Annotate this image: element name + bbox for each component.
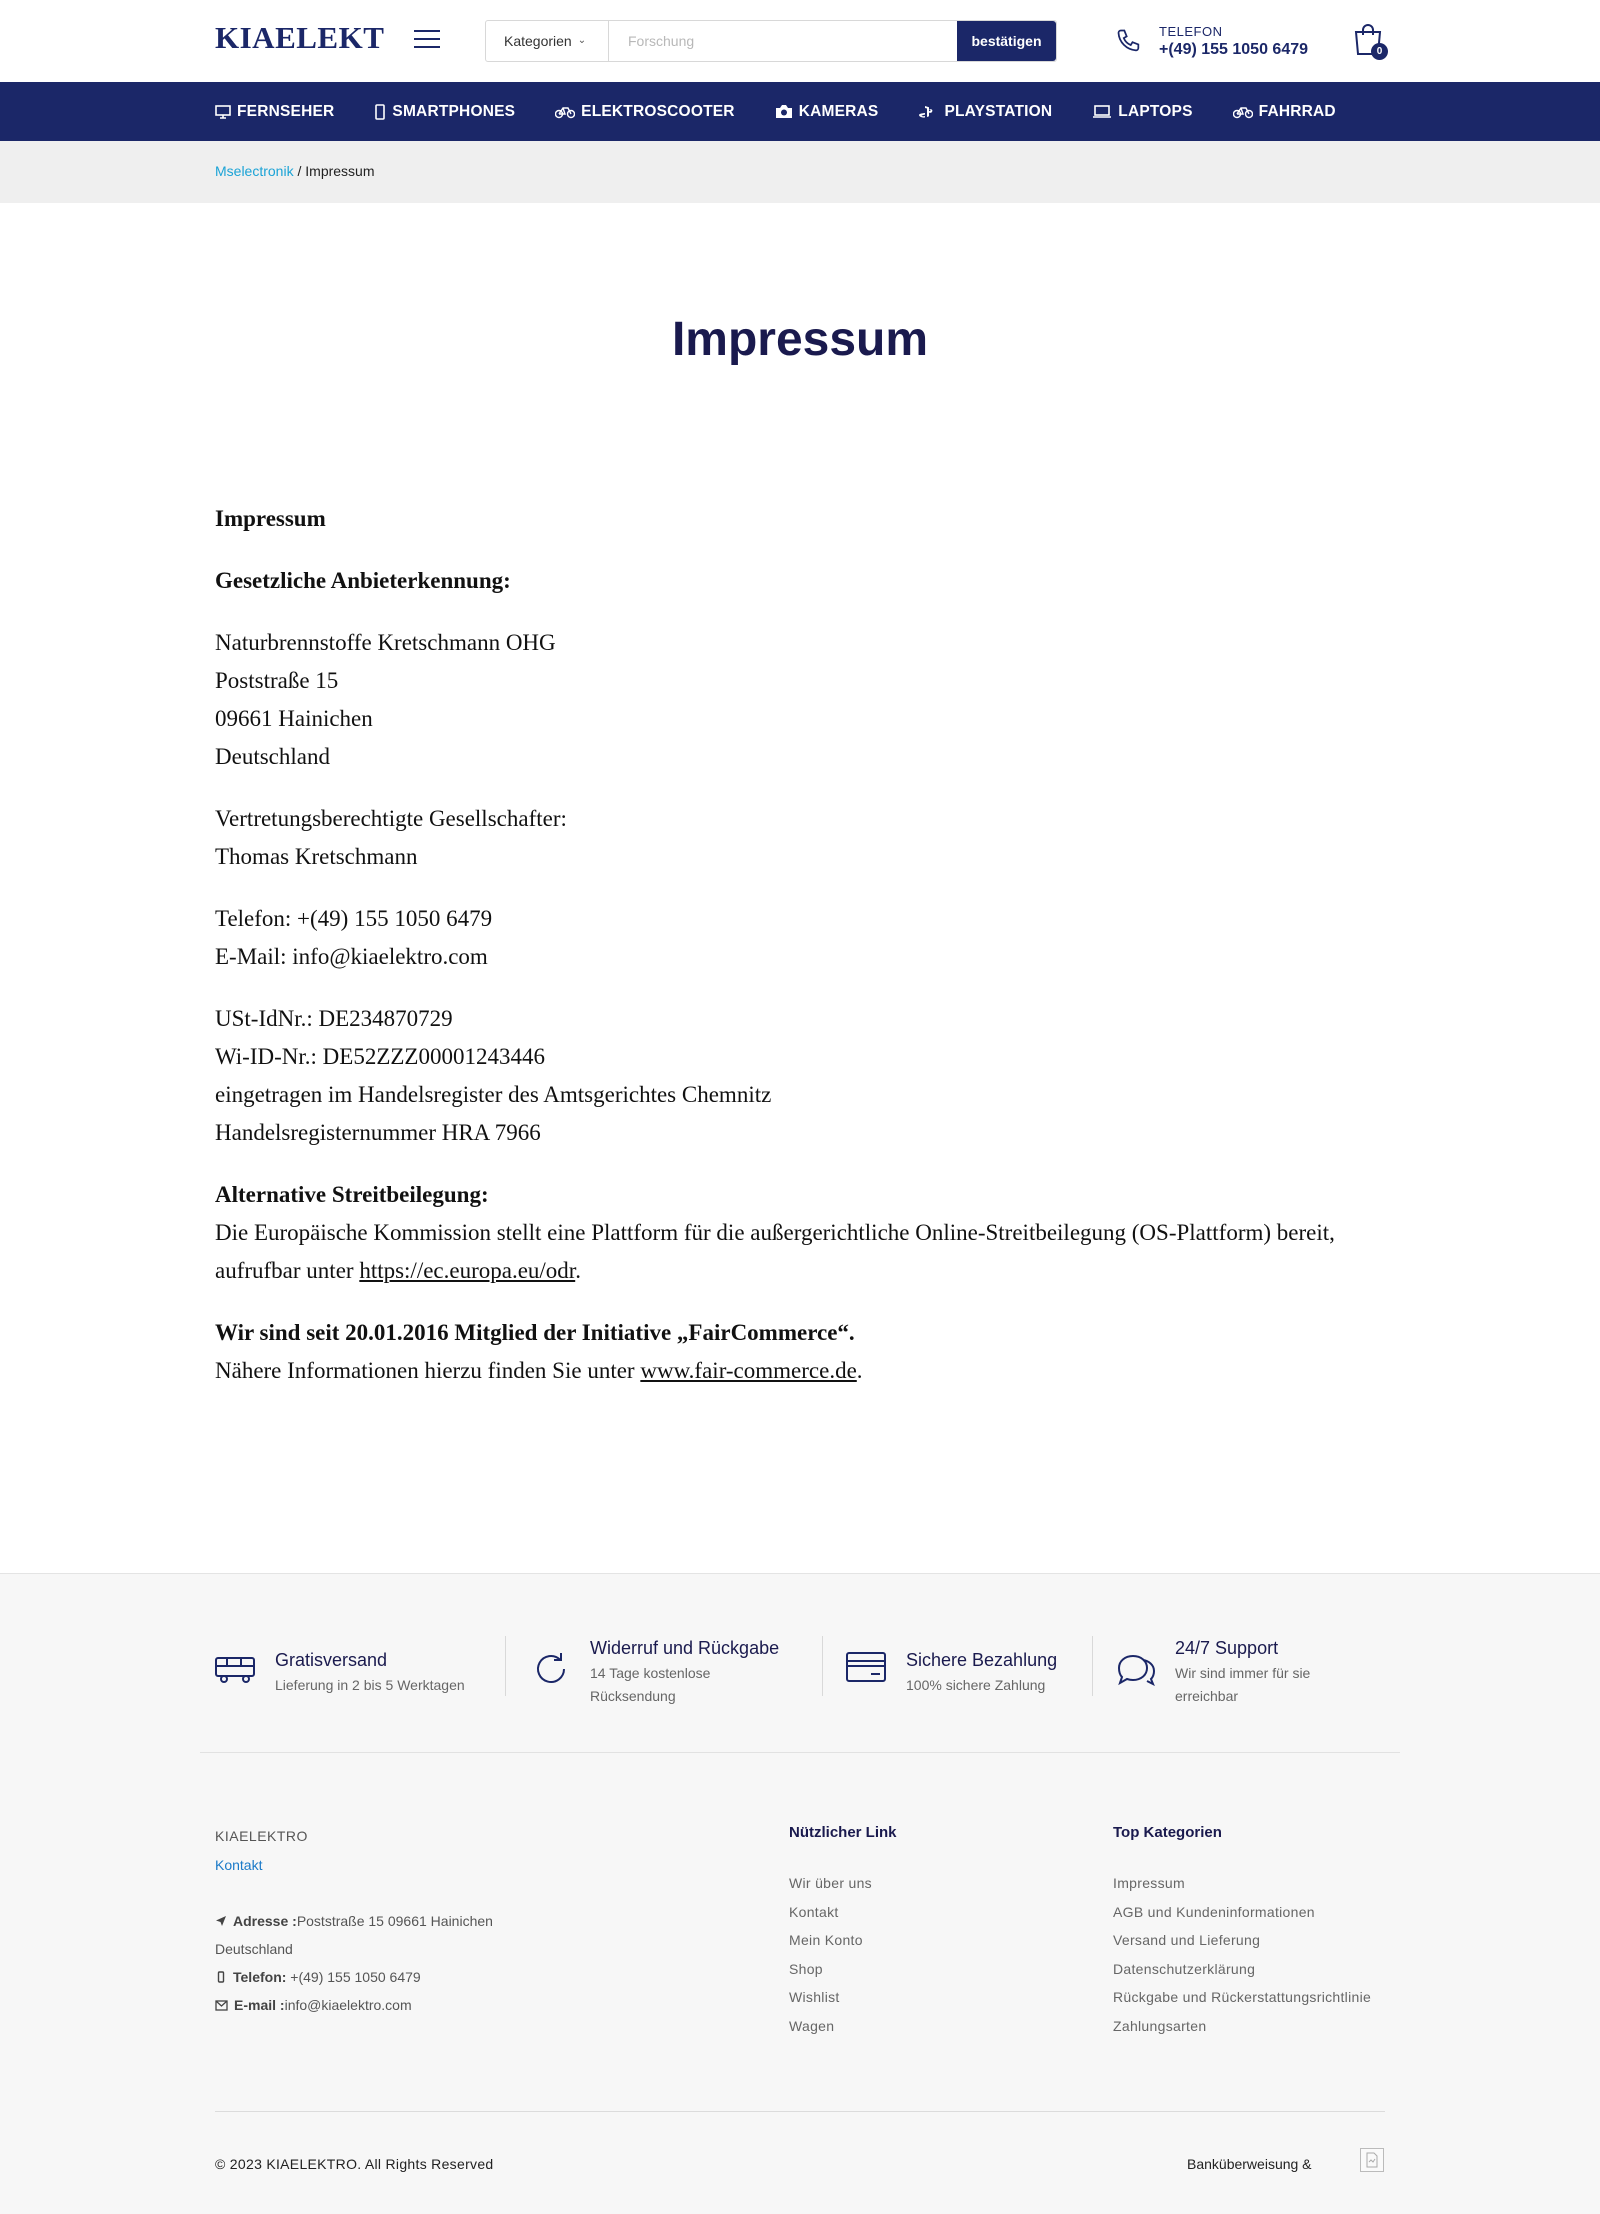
phone-label: TELEFON — [1159, 24, 1223, 39]
footer-link[interactable]: Kontakt — [789, 1903, 839, 1920]
footer-email-value[interactable]: info@kiaelektro.com — [284, 1997, 412, 2013]
representative — [215, 800, 1395, 876]
feature-title: 24/7 Support — [1175, 1638, 1279, 1658]
dispute-section — [215, 1176, 1395, 1290]
search-bar — [485, 20, 1057, 62]
footer-link[interactable]: Shop — [789, 1960, 823, 1977]
top-categories-title: Top Kategorien — [1113, 1824, 1222, 1841]
footer-link[interactable]: AGB und Kundeninformationen — [1113, 1903, 1315, 1920]
footer-link[interactable]: Wir über uns — [789, 1875, 872, 1891]
feature-subtitle: 100% sichere Zahlung — [906, 1677, 1046, 1693]
cart-count-badge: 0 — [1371, 43, 1388, 60]
faircommerce-link[interactable]: www.fair-commerce.de — [640, 1358, 857, 1383]
footer-useful-links — [789, 1824, 897, 2046]
payment-image-icon — [1360, 2148, 1384, 2172]
footer-link[interactable]: Impressum — [1113, 1875, 1185, 1891]
envelope-icon — [215, 2000, 228, 2011]
footer-link[interactable]: Wagen — [789, 2017, 835, 2034]
representative-label: Vertretungsberechtigte Gesellschafter: — [215, 806, 567, 831]
period: . — [856, 1358, 863, 1383]
feature-subtitle: Lieferung in 2 bis 5 Werktagen — [275, 1677, 465, 1693]
vat-id: USt-IdNr.: DE234870729 — [215, 1006, 453, 1031]
feature-subtitle — [1175, 1662, 1310, 1708]
address-row — [215, 1907, 493, 1935]
refresh-icon — [532, 1650, 570, 1688]
chat-icon — [1115, 1650, 1157, 1686]
faircommerce-text: Nähere Informationen hierzu finden Sie unter — [215, 1358, 641, 1383]
phone-icon — [1115, 27, 1143, 55]
impressum-content — [215, 500, 1395, 1414]
payment-methods-label: Banküberweisung & — [1187, 2156, 1312, 2172]
breadcrumb-separator: / — [297, 163, 302, 179]
dispute-text-2: aufrufbar unter — [215, 1258, 360, 1283]
content-subheading: Gesetzliche Anbieterkennung: — [215, 568, 511, 593]
footer-phone-value: +(49) 155 1050 6479 — [286, 1969, 421, 1985]
wi-id: Wi-ID-Nr.: DE52ZZZ00001243446 — [215, 1044, 545, 1069]
register-info — [215, 1000, 1395, 1152]
footer-link[interactable]: Versand und Lieferung — [1113, 1932, 1261, 1948]
divider — [822, 1636, 823, 1696]
header — [0, 0, 1600, 82]
footer-address — [215, 1907, 493, 2019]
feature-title: Sichere Bezahlung — [906, 1650, 1058, 1670]
nav-item-kameras[interactable] — [775, 103, 879, 121]
company-street: Poststraße 15 — [215, 668, 339, 693]
company-city: 09661 Hainichen — [215, 706, 373, 731]
footer-link[interactable]: Datenschutzerklärung — [1113, 1960, 1256, 1977]
feature-subtitle-line: Wir sind immer für sie — [1175, 1665, 1311, 1681]
logo[interactable]: KIAELEKT — [215, 20, 385, 55]
divider — [200, 1752, 1400, 1753]
nav-item-fahrrad[interactable] — [1233, 103, 1336, 121]
menu-icon[interactable] — [414, 30, 440, 50]
credit-card-icon — [846, 1652, 886, 1682]
nav-item-fernseher[interactable] — [215, 103, 334, 121]
cart-button[interactable] — [1352, 22, 1388, 62]
footer-brand: KIAELEKTRO — [215, 1828, 308, 1844]
footer-kontakt-link[interactable]: Kontakt — [215, 1857, 263, 1873]
nav-label: KAMERAS — [798, 102, 879, 120]
address-label: Adresse : — [233, 1913, 297, 1929]
dispute-heading: Alternative Streitbeilegung: — [215, 1182, 489, 1207]
nav-label: FAHRRAD — [1258, 102, 1336, 120]
company-address — [215, 624, 1395, 776]
nav-item-laptops[interactable] — [1092, 103, 1192, 121]
odr-link[interactable]: https://ec.europa.eu/odr — [359, 1258, 576, 1283]
nav-label: ELEKTROSCOOTER — [581, 102, 735, 120]
bicycle-icon — [555, 105, 575, 119]
nav-item-smartphones[interactable] — [374, 103, 515, 121]
company-country: Deutschland — [215, 744, 330, 769]
register-number: Handelsregisternummer HRA 7966 — [215, 1120, 541, 1145]
page-title: Impressum — [671, 313, 929, 366]
phone-number[interactable]: +(49) 155 1050 6479 — [1159, 41, 1309, 58]
register-court: eingetragen im Handelsregister des Amtsgerichtes Chemnitz — [215, 1082, 772, 1107]
faircommerce-section — [215, 1314, 1395, 1390]
footer-link[interactable]: Mein Konto — [789, 1932, 863, 1948]
smartphone-icon — [374, 104, 386, 120]
contact-email: E-Mail: info@kiaelektro.com — [215, 944, 488, 969]
useful-links-title: Nützlicher Link — [789, 1824, 897, 1841]
tv-icon — [215, 104, 231, 120]
footer-email-label: E-mail : — [234, 1997, 285, 2013]
company-name: Naturbrennstoffe Kretschmann OHG — [215, 630, 556, 655]
email-row — [215, 1991, 493, 2019]
nav-label: PLAYSTATION — [944, 102, 1053, 120]
footer — [0, 1573, 1600, 2214]
footer-link[interactable]: Zahlungsarten — [1113, 2017, 1207, 2034]
camera-icon — [775, 104, 793, 119]
main-nav — [0, 82, 1600, 141]
search-submit-button[interactable]: bestätigen — [957, 21, 1056, 61]
content-heading: Impressum — [215, 506, 326, 531]
footer-link[interactable]: Wishlist — [789, 1989, 840, 2005]
copyright: © 2023 KIAELEKTRO. All Rights Reserved — [215, 2156, 494, 2172]
feature-widerruf — [532, 1634, 822, 1706]
address-country: Deutschland — [215, 1941, 293, 1957]
representative-name: Thomas Kretschmann — [215, 844, 418, 869]
category-select-label: Kategorien — [504, 33, 572, 49]
footer-link[interactable]: Rückgabe und Rückerstattungsrichtlinie — [1113, 1989, 1372, 2005]
nav-label: LAPTOPS — [1118, 102, 1193, 120]
feature-sichere-bezahlung — [846, 1634, 1086, 1706]
divider — [215, 2111, 1385, 2112]
feature-subtitle — [590, 1662, 710, 1708]
playstation-icon — [918, 105, 938, 119]
chevron-down-icon: ⌄ — [577, 34, 587, 46]
footer-phone-label: Telefon: — [233, 1969, 287, 1985]
search-input[interactable] — [609, 21, 957, 61]
feature-gratisversand — [215, 1634, 505, 1706]
category-select[interactable] — [486, 21, 609, 61]
divider — [505, 1636, 506, 1696]
nav-label: FERNSEHER — [237, 102, 335, 120]
nav-label: SMARTPHONES — [392, 102, 516, 120]
breadcrumb-home-link[interactable]: Mselectronik — [215, 163, 294, 179]
phone-row — [215, 1963, 493, 1991]
divider — [1092, 1636, 1093, 1696]
truck-icon — [215, 1654, 255, 1684]
address-value: Poststraße 15 09661 Hainichen — [296, 1913, 493, 1929]
feature-subtitle-line: 14 Tage kostenlose — [590, 1665, 711, 1681]
feature-support — [1115, 1634, 1385, 1706]
laptop-icon — [1092, 104, 1112, 119]
feature-subtitle-line: Rücksendung — [590, 1688, 676, 1704]
footer-top-categories — [1113, 1824, 1371, 2046]
nav-item-elektroscooter[interactable] — [555, 103, 735, 121]
feature-subtitle-line: erreichbar — [1175, 1688, 1239, 1704]
location-arrow-icon — [215, 1915, 227, 1927]
phone-contact — [1115, 24, 1345, 60]
breadcrumb — [0, 141, 1600, 203]
breadcrumb-current: Impressum — [305, 163, 375, 179]
mobile-icon — [215, 1971, 227, 1983]
contact-info — [215, 900, 1395, 976]
faircommerce-heading: Wir sind seit 20.01.2016 Mitglied der Initiative „FairCommerce“. — [215, 1320, 855, 1345]
contact-phone: Telefon: +(49) 155 1050 6479 — [215, 906, 493, 931]
nav-item-playstation[interactable] — [918, 103, 1052, 121]
feature-title: Gratisversand — [275, 1650, 388, 1670]
bicycle-icon — [1233, 105, 1253, 119]
feature-title: Widerruf und Rückgabe — [590, 1638, 780, 1658]
dispute-text: Die Europäische Kommission stellt eine Plattform für die außergerichtliche Online-Streitbeilegung (OS-Plattform) bereit, — [215, 1220, 1335, 1245]
period: . — [575, 1258, 581, 1283]
